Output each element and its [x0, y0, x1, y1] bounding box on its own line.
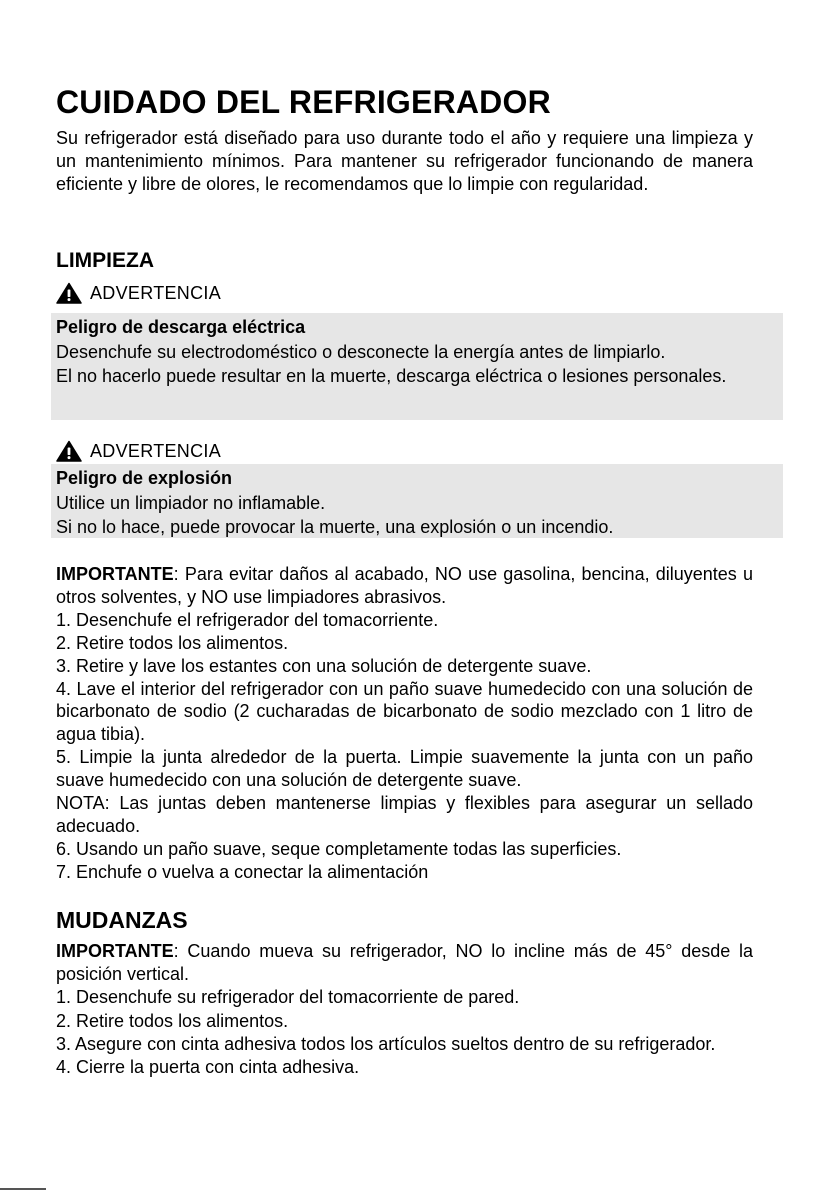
list-item: 6. Usando un paño suave, seque completamente todas las superficies.: [56, 838, 622, 859]
list-item: 3. Retire y lave los estantes con una solución de detergente suave.: [56, 655, 592, 676]
cleaning-instructions: [56, 563, 753, 884]
important-label: IMPORTANTE: [56, 941, 174, 961]
warning-text: Si no lo hace, puede provocar la muerte, una explosión o un incendio.: [56, 517, 614, 538]
warning-text: Desenchufe su electrodoméstico o desconecte la energía antes de limpiarlo.: [56, 341, 666, 362]
important-note-cleaning: [56, 563, 753, 609]
list-item: 2. Retire todos los alimentos.: [56, 1010, 289, 1031]
warning-title: Peligro de descarga eléctrica: [56, 317, 306, 337]
warning-label: ADVERTENCIA: [90, 283, 221, 303]
important-note-moving: [56, 940, 753, 986]
list-item: 1. Desenchufe su refrigerador del tomacorriente de pared.: [56, 987, 520, 1008]
warning-box-electric: [51, 313, 783, 420]
warning-title: Peligro de explosión: [56, 468, 233, 488]
list-item: 2. Retire todos los alimentos.: [56, 632, 289, 653]
important-label: IMPORTANTE: [56, 564, 174, 584]
important-text: : Para evitar daños al acabado, NO use gasolina, bencina, diluyentes u otros solventes, y NO use limpiadores abrasivos.: [56, 564, 753, 607]
list-item: 1. Desenchufe el refrigerador del tomacorriente.: [56, 609, 439, 630]
page-edge-mark: [0, 1188, 46, 1190]
warning-triangle-icon: [56, 282, 82, 304]
list-item: 4. Cierre la puerta con cinta adhesiva.: [56, 1057, 360, 1078]
list-item: 5. Limpie la junta alrededor de la puerta. Limpie suavemente la junta con un paño suave humedecido con una solución de detergente suave.: [56, 747, 753, 791]
section-heading-cleaning: LIMPIEZA: [56, 249, 154, 272]
section-heading-moving: MUDANZAS: [56, 907, 188, 933]
list-item: 3. Asegure con cinta adhesiva todos los artículos sueltos dentro de su refrigerador.: [56, 1033, 716, 1054]
important-text: : Cuando mueva su refrigerador, NO lo incline más de 45° desde la posición vertical.: [56, 941, 753, 985]
intro-paragraph: Su refrigerador está diseñado para uso durante todo el año y requiere una limpieza y un mantenimiento mínimos. Para mantener su refrigerador funcionando de manera eficiente y libre de olores, le recomendamos que lo limpie con regularidad.: [56, 128, 753, 194]
list-item: 4. Lave el interior del refrigerador con un paño suave humedecido con una solución de bicarbonato de sodio (2 cucharadas de bicarbonato de sodio mezclado con 1 litro de agua tibia).: [56, 678, 753, 745]
warning-triangle-icon: [56, 440, 82, 462]
moving-instructions: [56, 940, 753, 1079]
list-item: 7. Enchufe o vuelva a conectar la alimentación: [56, 861, 429, 882]
list-item-note: NOTA: Las juntas deben mantenerse limpias y flexibles para asegurar un sellado adecuado.: [56, 793, 753, 836]
page-title: CUIDADO DEL REFRIGERADOR: [56, 84, 551, 120]
warning-box-explosion: [51, 464, 783, 538]
warning-text: El no hacerlo puede resultar en la muerte, descarga eléctrica o lesiones personales.: [56, 366, 727, 387]
warning-header-explosion: [56, 440, 221, 462]
warning-header-electric: [56, 282, 221, 304]
warning-label: ADVERTENCIA: [90, 441, 221, 461]
warning-text: Utilice un limpiador no inflamable.: [56, 492, 326, 513]
